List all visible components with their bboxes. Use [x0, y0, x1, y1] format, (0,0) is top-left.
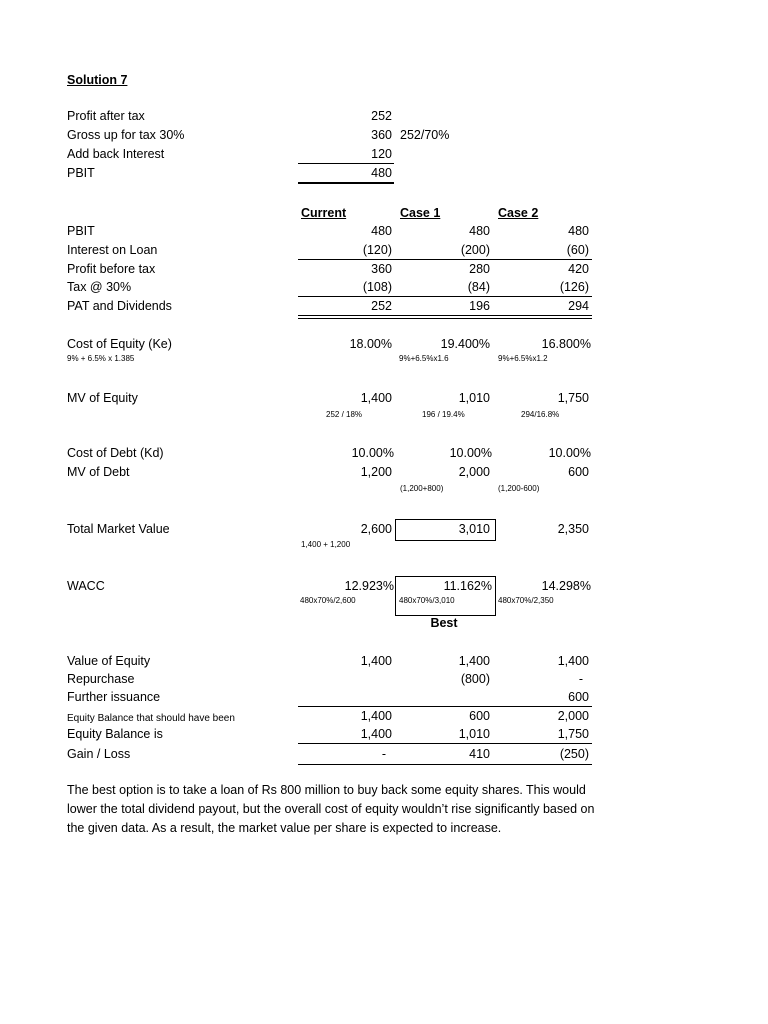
kd-case2: 10.00% — [548, 446, 591, 460]
equity-case2-issuance: 600 — [568, 690, 589, 704]
equity-case1-repurchase: (800) — [460, 672, 490, 686]
income-label-interest: Interest on Loan — [67, 243, 158, 257]
ke-case1-note: 9%+6.5%x1.6 — [399, 354, 449, 363]
income-label-pbit: PBIT — [67, 224, 95, 238]
income-case1-interest: (200) — [460, 243, 490, 257]
kd-case1: 10.00% — [449, 446, 492, 460]
wacc-case2-note: 480x70%/2,350 — [498, 596, 554, 605]
equity-case1-should-have-been: 600 — [469, 709, 490, 723]
mvd-case1: 2,000 — [458, 465, 490, 479]
gross-note-grossup: 252/70% — [400, 128, 450, 142]
income-current-pbit: 480 — [371, 224, 392, 238]
gross-value-interest: 120 — [371, 147, 392, 161]
page-title: Solution 7 — [67, 73, 128, 87]
equity-case2-repurchase: - — [578, 672, 583, 686]
wacc-case1-note: 480x70%/3,010 — [399, 596, 455, 605]
ke-current: 18.00% — [349, 337, 392, 351]
income-case1-tax: (84) — [467, 280, 490, 294]
mve-case2: 1,750 — [557, 391, 589, 405]
mve-label: MV of Equity — [67, 391, 138, 405]
equity-current-should-have-been: 1,400 — [360, 709, 392, 723]
equity-label-balance-is: Equity Balance is — [67, 727, 163, 741]
header-current: Current — [301, 206, 347, 220]
wacc-label: WACC — [67, 579, 105, 593]
wacc-best-label: Best — [430, 616, 458, 630]
equity-case2-balance-is: 1,750 — [557, 727, 589, 741]
mvd-case1-note: (1,200+800) — [400, 484, 444, 493]
income-label-pat: PAT and Dividends — [67, 299, 172, 313]
gross-value-pat: 252 — [371, 109, 392, 123]
tmv-case2: 2,350 — [557, 522, 589, 536]
equity-label-should-have-been: Equity Balance that should have been — [67, 713, 235, 724]
gross-label-pat: Profit after tax — [67, 109, 145, 123]
mve-current: 1,400 — [360, 391, 392, 405]
income-case1-pbit: 480 — [469, 224, 490, 238]
income-current-interest: (120) — [362, 243, 392, 257]
mvd-label: MV of Debt — [67, 465, 130, 479]
ke-case2: 16.800% — [541, 337, 591, 351]
wacc-current: 12.923% — [344, 579, 394, 593]
equity-case2-gain-loss: (250) — [559, 747, 589, 761]
tmv-label: Total Market Value — [67, 522, 170, 536]
ke-label: Cost of Equity (Ke) — [67, 337, 172, 351]
conclusion-paragraph: The best option is to take a loan of Rs 800 million to buy back some equity shares. This would lower the total dividend payout, but the overall cost of equity wouldn’t rise significantly based on the given data. As a result, the market value per share is expected to increase. — [67, 783, 595, 835]
equity-case2-should-have-been: 2,000 — [557, 709, 589, 723]
kd-label: Cost of Debt (Kd) — [67, 446, 164, 460]
gross-subtotal-line — [298, 163, 394, 164]
income-case1-pbt: 280 — [469, 262, 490, 276]
gross-value-pbit: 480 — [371, 166, 392, 180]
equity-current-balance-is: 1,400 — [360, 727, 392, 741]
gross-label-interest: Add back Interest — [67, 147, 165, 161]
equity-case2-value: 1,400 — [557, 654, 589, 668]
ke-case1: 19.400% — [440, 337, 490, 351]
income-total-double-line — [298, 315, 592, 319]
income-current-tax: (108) — [362, 280, 392, 294]
mvd-case2-note: (1,200-600) — [498, 484, 540, 493]
mvd-current: 1,200 — [360, 465, 392, 479]
header-case2: Case 2 — [498, 206, 539, 220]
mve-current-note: 252 / 18% — [326, 410, 363, 419]
wacc-case1: 11.162% — [443, 579, 492, 593]
equity-label-issuance: Further issuance — [67, 690, 161, 704]
gross-label-pbit: PBIT — [67, 166, 95, 180]
wacc-current-note: 480x70%/2,600 — [300, 596, 356, 605]
gross-total-line — [298, 182, 394, 184]
tmv-current-note: 1,400 + 1,200 — [301, 540, 351, 549]
income-case2-pat: 294 — [568, 299, 589, 313]
header-case1: Case 1 — [400, 206, 441, 220]
equity-case1-gain-loss: 410 — [469, 747, 490, 761]
income-label-tax: Tax @ 30% — [67, 280, 132, 294]
ke-formula-note: 9% + 6.5% x 1.385 — [67, 354, 135, 363]
mve-case2-note: 294/16.8% — [521, 410, 560, 419]
gross-label-grossup: Gross up for tax 30% — [67, 128, 185, 142]
income-tax-line — [298, 296, 592, 297]
income-case1-pat: 196 — [469, 299, 490, 313]
wacc-case2: 14.298% — [541, 579, 591, 593]
income-current-pbt: 360 — [371, 262, 392, 276]
equity-subtotal-line — [298, 706, 592, 707]
equity-label-value: Value of Equity — [67, 654, 151, 668]
equity-current-gain-loss: - — [381, 747, 386, 761]
mvd-case2: 600 — [568, 465, 589, 479]
tmv-case1: 3,010 — [458, 522, 490, 536]
income-case2-pbt: 420 — [568, 262, 589, 276]
kd-current: 10.00% — [351, 446, 394, 460]
income-current-pat: 252 — [371, 299, 392, 313]
income-case2-interest: (60) — [566, 243, 589, 257]
income-label-pbt: Profit before tax — [67, 262, 156, 276]
mve-case1: 1,010 — [458, 391, 490, 405]
gross-value-grossup: 360 — [371, 128, 392, 142]
equity-case1-value: 1,400 — [458, 654, 490, 668]
equity-label-repurchase: Repurchase — [67, 672, 135, 686]
tmv-current: 2,600 — [360, 522, 392, 536]
equity-current-value: 1,400 — [360, 654, 392, 668]
ke-case2-note: 9%+6.5%x1.2 — [498, 354, 548, 363]
equity-gain-line — [298, 743, 592, 744]
income-case2-tax: (126) — [559, 280, 589, 294]
equity-case1-balance-is: 1,010 — [458, 727, 490, 741]
equity-label-gain-loss: Gain / Loss — [67, 747, 131, 761]
equity-total-line — [298, 764, 592, 765]
income-subtotal-line — [298, 259, 592, 260]
income-case2-pbit: 480 — [568, 224, 589, 238]
mve-case1-note: 196 / 19.4% — [422, 410, 465, 419]
